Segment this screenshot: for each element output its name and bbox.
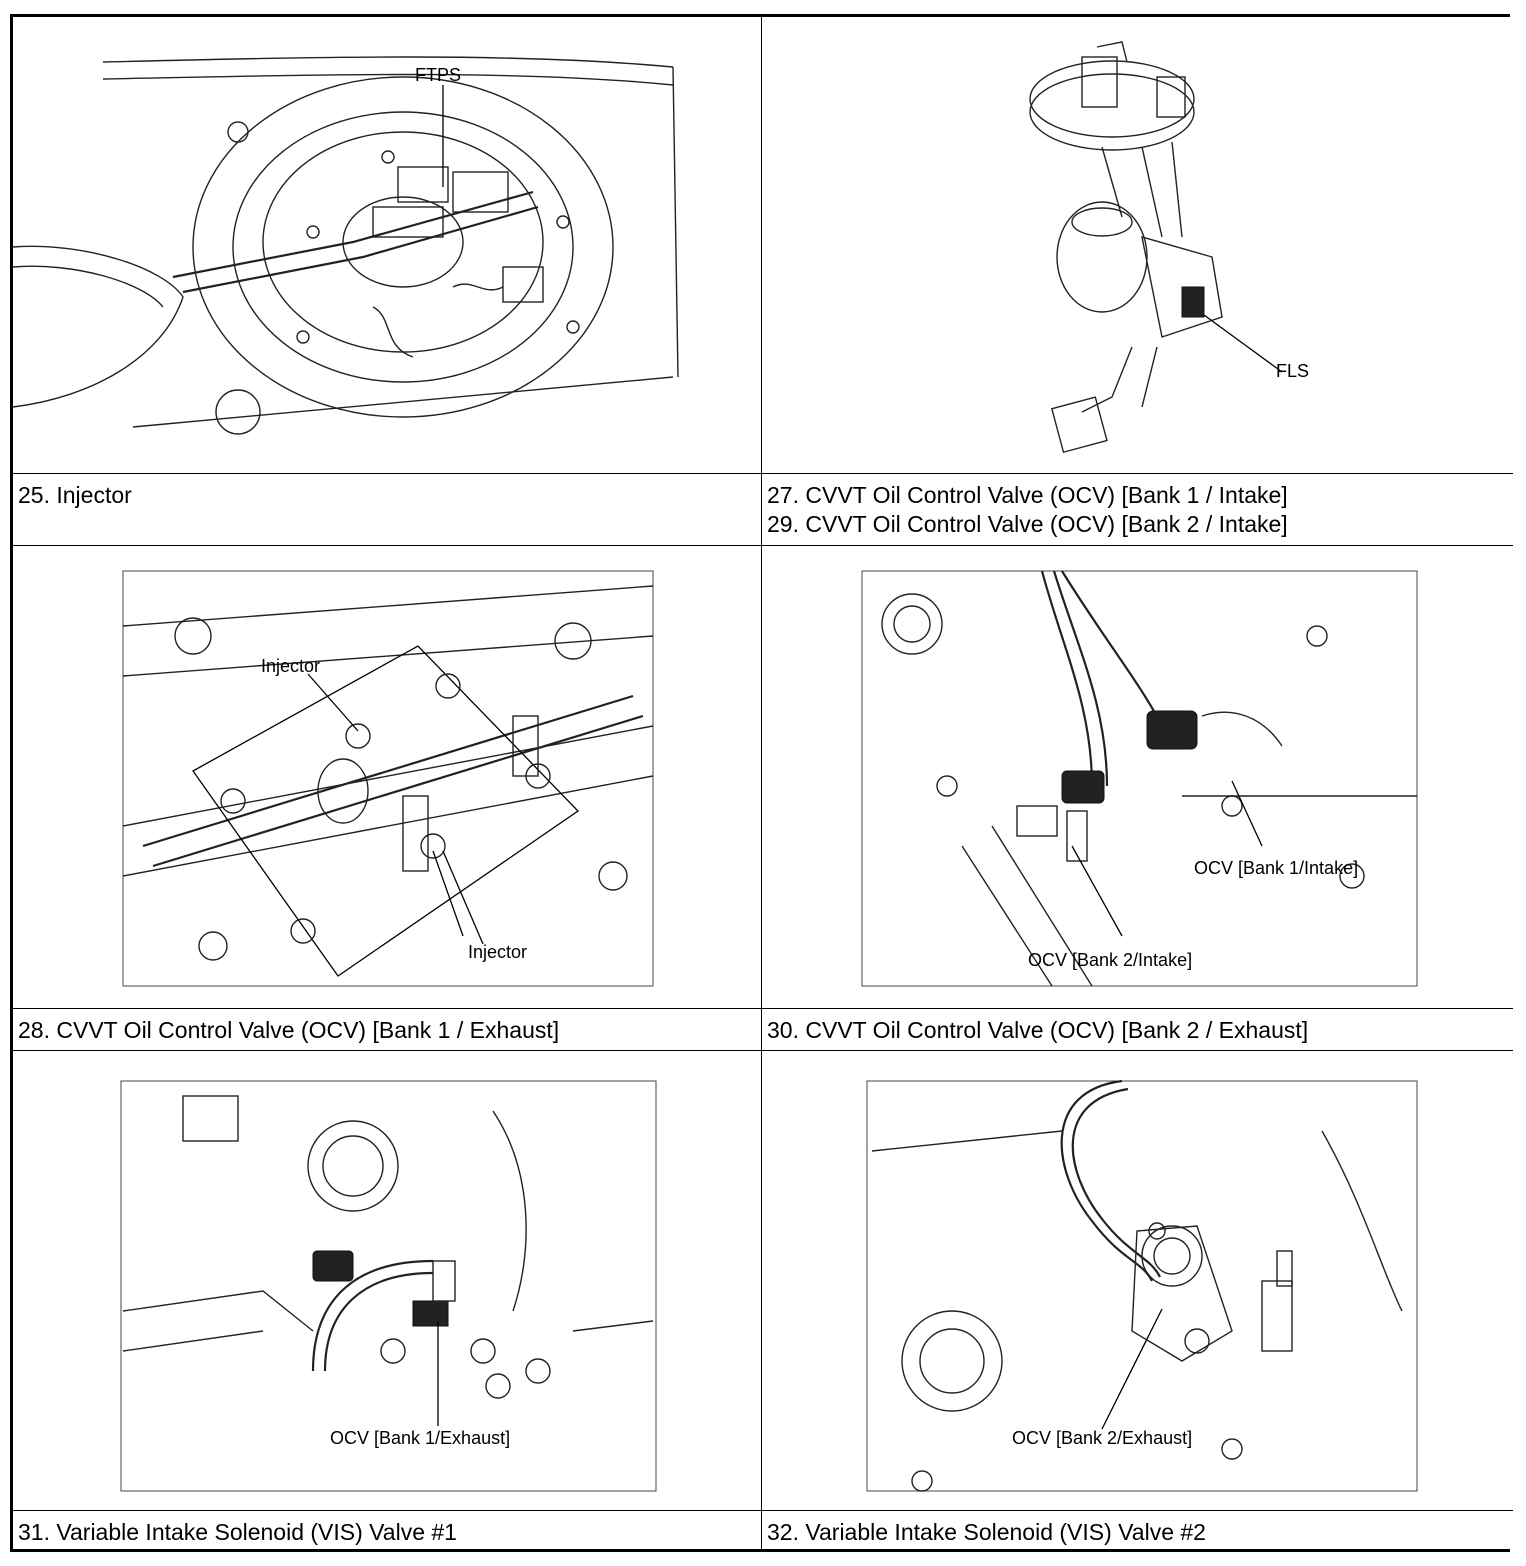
label-fls: FLS — [1276, 361, 1310, 381]
caption-cell-27-29 — [762, 474, 1513, 546]
figure-ocv-bank2-exhaust — [762, 1051, 1513, 1511]
ocv-intake-illustration — [762, 546, 1513, 1009]
diagram-sheet — [10, 14, 1510, 1552]
caption-cell-30 — [762, 1009, 1513, 1051]
caption-cell-25 — [13, 474, 762, 546]
caption-text: 29. CVVT Oil Control Valve (OCV) [Bank 2 / Intake] — [767, 511, 1288, 537]
caption-text: 30. CVVT Oil Control Valve (OCV) [Bank 2 / Exhaust] — [767, 1017, 1309, 1043]
fls-illustration — [762, 17, 1513, 474]
caption-text: 28. CVVT Oil Control Valve (OCV) [Bank 1 / Exhaust] — [18, 1017, 560, 1043]
figure-injectors — [13, 546, 762, 1009]
figure-fls — [762, 17, 1513, 474]
ocv-bank2-exhaust-illustration — [762, 1051, 1513, 1511]
caption-text: 32. Variable Intake Solenoid (VIS) Valve #2 — [767, 1519, 1206, 1545]
label-ocv-bank2-intake: OCV [Bank 2/Intake] — [1028, 950, 1193, 970]
figure-ocv-bank1-exhaust — [13, 1051, 762, 1511]
injector-illustration — [13, 546, 762, 1009]
label-ocv-bank2-exhaust: OCV [Bank 2/Exhaust] — [1012, 1428, 1193, 1448]
diagram-grid — [13, 17, 1507, 1549]
label-injector-bottom: Injector — [468, 942, 528, 962]
caption-text: 25. Injector — [18, 482, 132, 508]
label-ftps: FTPS — [415, 65, 462, 85]
figure-ocv-intake — [762, 546, 1513, 1009]
caption-text: 31. Variable Intake Solenoid (VIS) Valve #1 — [18, 1519, 457, 1545]
figure-ftps — [13, 17, 762, 474]
label-ocv-bank1-intake: OCV [Bank 1/Intake] — [1194, 858, 1359, 878]
caption-cell-31 — [13, 1511, 762, 1549]
label-ocv-bank1-exhaust: OCV [Bank 1/Exhaust] — [330, 1428, 511, 1448]
caption-cell-28 — [13, 1009, 762, 1051]
label-injector-top: Injector — [261, 656, 321, 676]
caption-text: 27. CVVT Oil Control Valve (OCV) [Bank 1 / Intake] — [767, 482, 1288, 508]
ocv-bank1-exhaust-illustration — [13, 1051, 762, 1511]
caption-cell-32 — [762, 1511, 1513, 1549]
ftps-illustration — [13, 17, 762, 474]
